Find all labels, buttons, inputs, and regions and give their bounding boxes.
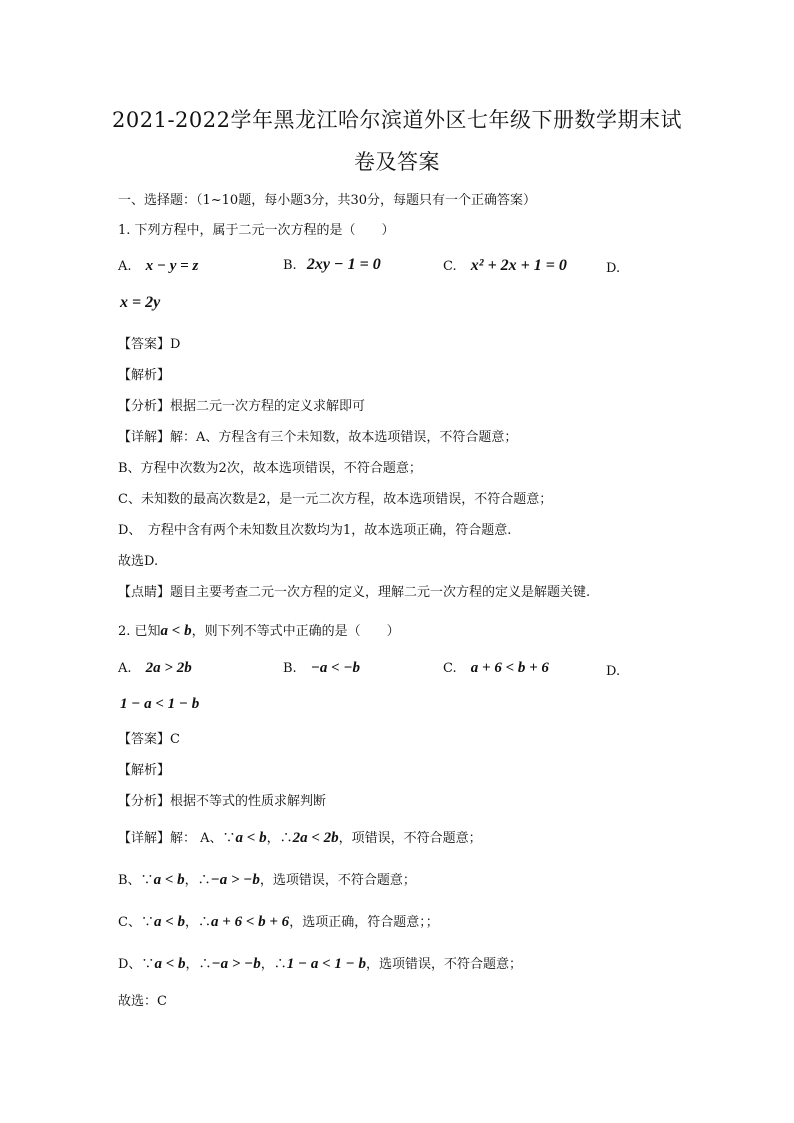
q1-analysis: 【分析】根据二元一次方程的定义求解即可: [118, 399, 366, 414]
q1-key-point: 【点睛】题目主要考查二元一次方程的定义，理解二元一次方程的定义是解题关键.: [118, 585, 591, 600]
q2-detail-c: [118, 911, 439, 931]
q2-option-b-label: B.: [283, 661, 297, 676]
q1-choice: 故选D.: [118, 554, 159, 569]
q2-detail-a-result: 2a < 2b: [292, 830, 339, 846]
section-heading: 一、选择题：（1~10题，每小题3分，共30分，每题只有一个正确答案）: [118, 193, 537, 208]
q1-option-c-expr: x² + 2x + 1 = 0: [470, 257, 567, 274]
q2-detail-c-result: a + 6 < b + 6: [211, 914, 290, 930]
q2-detail-c-prefix: C、∵: [118, 915, 154, 930]
q2-detail-b-given: a < b: [153, 872, 185, 888]
q1-detail-d: D、 方程中含有两个未知数且次数均为1，故本选项正确，符合题意.: [118, 523, 512, 538]
q2-detail-d-result: 1 − a < 1 − b: [286, 956, 366, 972]
q1-detail-b: B、方程中次数为2次，故本选项错误，不符合题意；: [118, 461, 422, 476]
q2-option-c-label: C.: [443, 661, 457, 676]
document-title-line1: 2021-2022学年黑龙江哈尔滨道外区七年级下册数学期末试: [112, 108, 682, 132]
q2-detail-b: [118, 869, 416, 889]
q2-option-d-label: D.: [606, 664, 621, 679]
q1-analysis-heading: 【解析】: [118, 368, 171, 383]
document-title-line2: 卷及答案: [354, 150, 440, 174]
q1-option-a: [118, 258, 198, 275]
q2-detail-d-suffix: ，选项错误，不符合题意；: [366, 957, 523, 972]
q2-analysis-heading: 【解析】: [118, 763, 171, 778]
q1-option-c-label: C.: [443, 259, 457, 274]
q2-detail-c-given: a < b: [153, 914, 186, 930]
q2-option-a: [118, 660, 192, 677]
q1-option-b: [283, 256, 381, 274]
q1-option-a-label: A.: [118, 259, 132, 274]
q2-detail-b-therefore: ，∴: [184, 873, 211, 888]
q2-detail-d-given: a < b: [154, 956, 186, 972]
q1-detail-a: 【详解】解：A、方程含有三个未知数，故本选项错误，不符合题意；: [118, 430, 518, 445]
q2-detail-b-suffix: ，选项错误，不符合题意；: [259, 873, 416, 888]
q2-option-d-expr: 1 − a < 1 − b: [120, 696, 200, 712]
q2-option-a-expr: 2a > 2b: [145, 660, 192, 676]
q2-detail-a-given: a < b: [235, 830, 267, 846]
q2-stem-prefix: 2. 已知: [118, 624, 161, 639]
q1-option-b-label: B.: [283, 258, 297, 273]
q1-option-c: [443, 257, 567, 275]
q2-detail-d-step: −a > −b: [211, 956, 261, 972]
q2-analysis: 【分析】根据不等式的性质求解判断: [118, 794, 327, 809]
q1-option-b-expr: 2xy − 1 = 0: [306, 256, 381, 273]
q2-detail-a-therefore: ，∴: [266, 831, 293, 846]
q2-detail-d-prefix: D、∵: [118, 957, 155, 972]
q2-detail-a-suffix: ，项错误，不符合题意；: [338, 831, 482, 846]
q1-option-d-expr: x = 2y: [120, 294, 161, 311]
q2-option-b-expr: −a < −b: [310, 660, 361, 676]
q2-detail-d-therefore-1: ，∴: [185, 957, 212, 972]
q2-option-c-expr: a + 6 < b + 6: [470, 660, 549, 676]
q2-option-c: [443, 660, 549, 677]
q1-answer: 【答案】D: [118, 337, 181, 352]
q2-detail-a-prefix: 【详解】解： A、∵: [118, 831, 236, 846]
q2-detail-c-suffix: ，选项正确，符合题意；；: [289, 915, 439, 930]
q2-stem: [118, 620, 400, 640]
q2-stem-expr: a < b: [160, 623, 192, 639]
q2-choice: 故选：C: [118, 994, 167, 1009]
q1-option-d-label: D.: [606, 261, 621, 276]
q1-option-a-expr: x − y = z: [145, 258, 199, 274]
q2-detail-a: [118, 827, 482, 847]
q2-answer: 【答案】C: [118, 732, 180, 747]
q2-detail-b-prefix: B、∵: [118, 873, 154, 888]
q2-stem-suffix: ，则下列不等式中正确的是（ ）: [191, 624, 400, 639]
q2-detail-c-therefore: ，∴: [185, 915, 212, 930]
q2-option-a-label: A.: [118, 661, 132, 676]
q2-detail-d-therefore-2: ，∴: [260, 957, 287, 972]
q1-stem: 1. 下列方程中，属于二元一次方程的是（ ）: [118, 223, 395, 238]
q2-option-b: [283, 660, 360, 677]
q1-detail-c: C、未知数的最高次数是2，是一元二次方程，故本选项错误，不符合题意；: [118, 492, 553, 507]
q2-detail-b-result: −a > −b: [210, 872, 260, 888]
q2-detail-d: [118, 953, 522, 973]
